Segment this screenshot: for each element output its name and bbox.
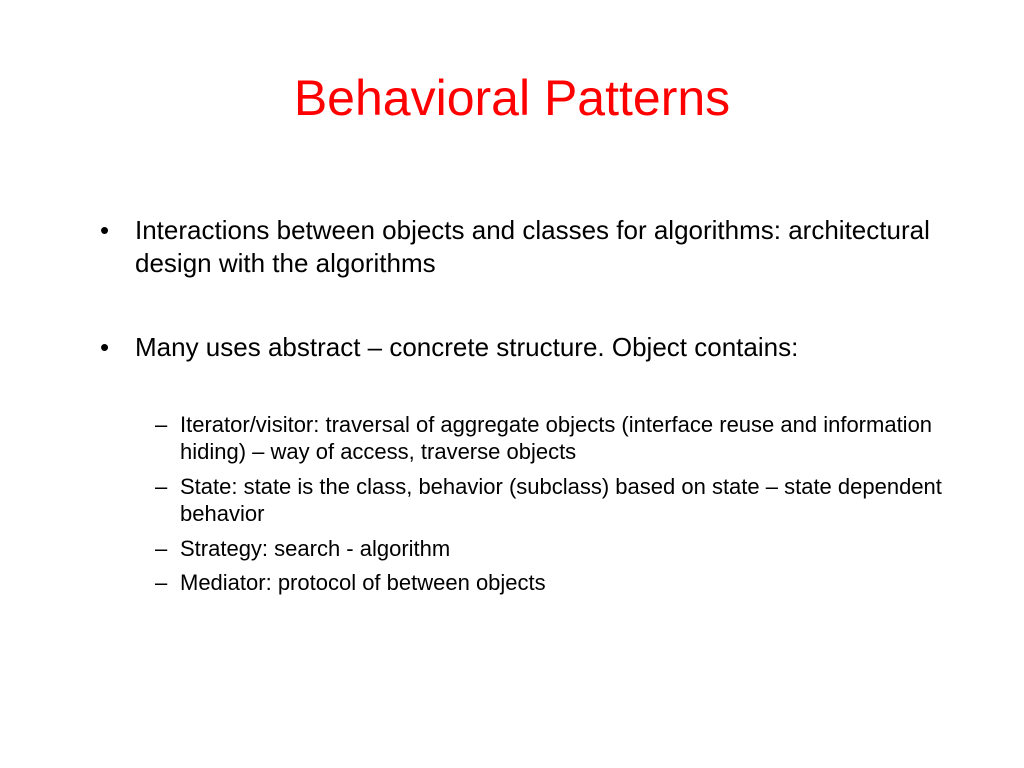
sub-bullet-marker: – <box>155 536 168 561</box>
bullet-text: Many uses abstract – concrete structure. Object contains: <box>135 332 799 362</box>
sub-bullet-marker: – <box>155 474 168 499</box>
bullet-marker: • <box>100 215 110 245</box>
sub-bullet-text: Iterator/visitor: traversal of aggregate objects (interface reuse and information hiding) – way of access, traverse objects <box>180 412 933 464</box>
sub-bullet-item <box>155 569 965 596</box>
bullet-text: Interactions between objects and classes for algorithms: architectural design with the algorithms <box>135 215 930 278</box>
bullet-item <box>100 214 960 280</box>
sub-bullet-marker: – <box>155 570 168 595</box>
sub-bullet-text: Strategy: search - algorithm <box>180 536 451 561</box>
sub-bullet-marker: – <box>155 412 168 437</box>
sub-bullet-text: Mediator: protocol of between objects <box>180 570 546 595</box>
bullet-item <box>100 331 960 364</box>
bullet-marker: • <box>100 332 110 362</box>
sub-bullet-item <box>155 473 965 527</box>
sub-bullet-text: State: state is the class, behavior (subclass) based on state – state dependent behavior <box>180 474 942 526</box>
slide-title: Behavioral Patterns <box>293 70 731 126</box>
sub-bullet-item <box>155 411 965 465</box>
sub-bullet-item <box>155 535 965 562</box>
